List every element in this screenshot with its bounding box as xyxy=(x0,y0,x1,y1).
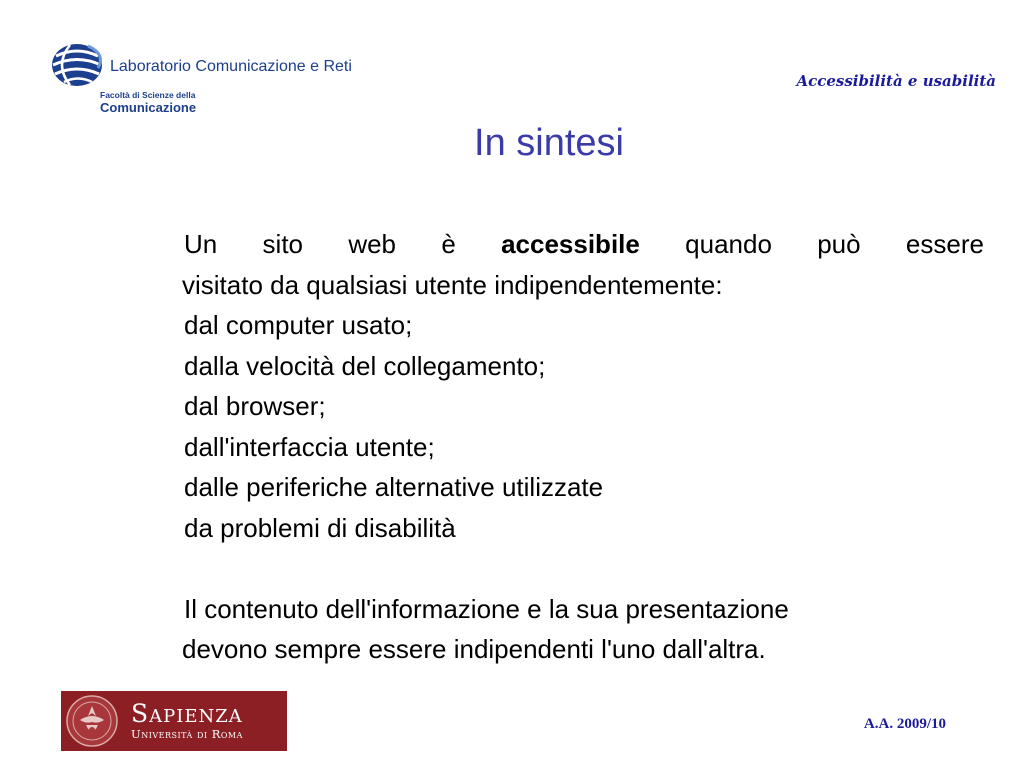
slide-body xyxy=(184,224,984,670)
university-wordmark xyxy=(131,701,243,741)
intro-word: essere xyxy=(905,229,984,259)
list-item: dalla velocità del collegamento; xyxy=(184,350,546,381)
list-item: dall'interfaccia utente; xyxy=(184,431,435,462)
intro-word: web xyxy=(348,229,397,259)
lab-name: Laboratorio Comunicazione e Reti xyxy=(110,58,352,75)
faculty-name-large: Comunicazione xyxy=(100,100,197,112)
list-item: da problemi di disabilità xyxy=(184,512,456,543)
intro-word: sito xyxy=(262,229,304,259)
conclusion-line-1: Il contenuto dell'informazione e la sua presentazione xyxy=(184,593,789,624)
intro-word: è xyxy=(441,229,456,259)
slide-title: In sintesi xyxy=(474,122,624,164)
intro-word: Un xyxy=(184,229,218,259)
university-logo xyxy=(61,691,287,751)
seal-icon xyxy=(65,694,119,748)
conclusion-line-2: devono sempre essere indipendenti l'uno dall'altra. xyxy=(182,634,766,664)
paragraph-spacer xyxy=(184,548,984,589)
globe-icon xyxy=(50,42,106,88)
intro-line-1 xyxy=(184,224,984,265)
intro-word: può xyxy=(817,229,861,259)
list-item: dalle periferiche alternative utilizzate xyxy=(184,472,604,502)
faculty-name-small: Facoltà di Scienze della xyxy=(100,90,196,100)
university-subtitle: Università di Roma xyxy=(131,727,243,741)
accessible-keyword: accessibile xyxy=(501,229,640,259)
intro-word: quando xyxy=(685,229,772,259)
intro-line-2: visitato da qualsiasi utente indipendentemente: xyxy=(182,269,723,300)
lab-logo xyxy=(50,40,450,114)
list-item: dal computer usato; xyxy=(184,310,413,340)
course-title: Accessibilità e usabilità xyxy=(796,72,996,90)
academic-year: A.A. 2009/10 xyxy=(863,716,946,732)
list-item: dal browser; xyxy=(184,391,326,421)
university-name: Sapienza xyxy=(131,699,243,728)
